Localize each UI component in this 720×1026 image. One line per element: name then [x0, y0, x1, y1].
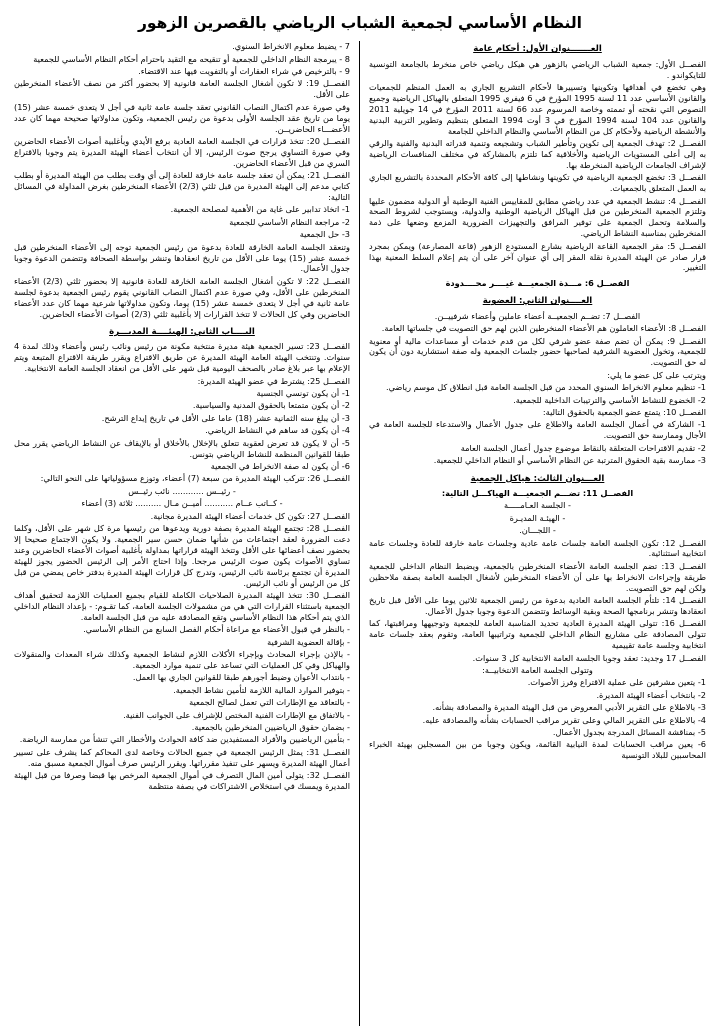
role-line: - رئيــس ............ نائب رئيــس	[128, 485, 236, 496]
list-item: 1- أن يكون تونسي الجنسية	[256, 388, 350, 399]
paragraph: الفصــل 20: تتخذ قرارات في الجلسة العامة العادية برفع الأيدي وبأغلبية أصوات الأعضاء الحاضرين وفي صورة التساوي يرجح صوت الرئيس، إلا أن انتخاب أعضاء الهيئة المديرة يتم وجوبا بالاقتراع السري من قبل الأعضاء الحاضرين.	[14, 136, 350, 168]
list-item: 9 - بالترخيص في شراء العقارات أو بالتفويت فيها عند الاقتضاء.	[138, 66, 350, 77]
list-item: 5- أن لا يكون قد تعرض لعقوبة تتعلق بالإخلال بالأخلاق أو بالإيقاف عن النشاط الرياضي يقرر محل طبقا للقوانين المنظمة للنشاط الرياضي بتونس.	[14, 437, 350, 459]
paragraph: الفصــل 5: مقر الجمعية القاعة الرياضية بشارع المستودع الزهور (قاعة المصارعة) ويمكن بمجرد قرار صادر عن الهيئة المديرة نقلة المقر إلى أي عنوان آخر على أن يتم إعلام السلط المعنية بهذا التغيير.	[369, 240, 706, 273]
list-item: 3- حل الجمعية	[299, 229, 350, 240]
paragraph: الفصــل 4: تنشط الجمعية في عدد رياضي مطابق للمقاييس الفنية الوطنية أو الدولية مضمون عليها وتلتزم الجمعية المنخرطين من قبل الهياكل الرياضية الوطنية والدولية، ويستوجب لشروط الصحة والسلامة وتحمل الجمعية على توفير المرافق والتجهيزات الضرورية المزمع وضعها على ذمة المنخرطين بمناسبة النشاط الرياضي.	[369, 195, 706, 239]
two-column-body	[12, 41, 708, 1026]
role-line: - كــاتب عــام ........... أميــن مـال .......... ثلاثة (3) أعضاء	[81, 498, 283, 509]
list-item: 3- أن يبلغ سنه الثمانية عشر (18) عاما على الأقل في تاريخ إيداع الترشح.	[101, 412, 350, 423]
paragraph: الفصــل 27: تكون كل خدمات أعضاء الهيئة المديرة مجانية.	[150, 510, 350, 521]
list-item: - الجلسة العـامـــــة	[504, 500, 571, 511]
list-item: 6- أن يكون له صفة الانخراط في الجمعية	[210, 460, 350, 471]
list-item: 7 - يضبط معلوم الانخراط السنوي.	[232, 41, 350, 52]
paragraph: الفصــل 14: تلتأم الجلسة العامة العادية بدعوة من رئيس الجمعية ثلاثين يوما على الأقل قبل تاريخ انعقادها وتنشر برنامجها الصحة وبقية الوسائط وتتضمن الدعوة وجوبا جدول الأعمال.	[369, 595, 706, 616]
list-item: - بإقالة العضوية الشرفية	[267, 636, 350, 647]
list-item: - بانتداب الأعوان وضبط أجورهم طبقا للقوانين الجاري بها العمل.	[132, 672, 350, 683]
list-item: 4- أن يكون قد ساهم في النشاط الرياضي.	[205, 425, 350, 436]
paragraph: الفصــل 23: تسير الجمعية هيئة مديرة منتخبة مكونة من رئيس ونائب رئيس وأعضاء وذلك لمدة 4 سنوات. وتنتخب الهيئة العامة الهيئة المديرة عن طريق الاقتراع ويقرر طريقة الاقتراع المتبعة ويتم الإعلام بها عبر بلاغ صادر بالصحف اليومية قبل شهر على الأقل من انعقاد الجلسة العامة الانتخابية.	[14, 341, 350, 374]
paragraph: الفصــل 8: الأعضاء العاملون هم الأعضاء المنخرطين الذين لهم حق التصويت في جلساتها العامة.	[381, 323, 706, 334]
paragraph: وهي تخضع في أهدافها وتكوينها وتسييرها لأحكام التشريع الجاري به العمل المنظم للجمعيات والقانون الأساسي عدد 11 لسنة 1995 المؤرخ في 6 فيفري 1995 المتعلق بالهياكل الرياضية وجميع النصوص التي نقحته أو تممته وخاصة المرسوم عدد 66 لسنة 2011 المؤرخ في 14 جويلية 2011 والقانون عدد 104 لسنة 1994 المؤرخ في 3 أوت 1994 المتعلق بتنظيم وتطوير التربية البدنية والأنشطة الرياضية ولأحكام كل من النظام الأساسي والنظام الداخلي للجامعة	[369, 81, 706, 136]
paragraph: الفصــل 12: تكون الجلسة العامة جلسات عامة عادية وجلسات عامة خارقة للعادة وجلسات عامة انتخابية استثنائية.	[369, 537, 706, 559]
paragraph: الفصــل 9: يمكن أن تضم صفة عضو شرفي لكل من قدم خدمات أو مساعدات مالية أو معنوية للجمعية، وتخول العضوية الشرفية لصاحبها حضور جلسات الجمعية وله صفة استشارية دون أن يكون له حق التصويت.	[369, 335, 706, 368]
paragraph: وتتولى الجلسة العامة الانتخابيــة:	[482, 665, 593, 676]
paragraph: الفصــل 7: تضــم الجمعيــة أعضاء عاملين وأعضاء شرفييــن.	[434, 310, 641, 321]
column-left	[12, 41, 360, 1026]
list-item: 2- تقديم الاقتراحات المتعلقة بالنقاط موضوع جدول أعمال الجلسة العامة	[460, 442, 706, 453]
list-item: 1- تنظيم معلوم الانخراط السنوي المحدد من قبل الجلسة العامة قبل انطلاق كل موسم رياضي.	[386, 382, 706, 393]
list-item: 5- بمناقشة المسائل المدرجة بجدول الأعمال.	[552, 727, 706, 738]
paragraph: الفصــل 22: لا تكون أشغال الجلسة العامة الخارقة للعادة قانونية إلا بحضور ثلثي (2/3) الأعضاء المنخرطين على الأقل، وفي صورة عدم اكتمال النصاب القانوني يقوم رئيس الجمعية بدعوة لجلسة عامة ثانية في أجل لا يتعدى خمسة عشر (15) يوما، وتكون مداولاتها شرعية مهما كان عدد الأعضاء الحاضرين وفي كل الحالات لا تتخذ القرارات إلا بأغلبية ثلثي (2/3) أصوات الأعضاء الحاضرين.	[14, 275, 350, 319]
paragraph: وفي صورة عدم اكتمال النصاب القانوني تعقد جلسة عامة ثانية في أجل لا يتعدى خمسة عشر (15) يوما من تاريخ عقد الجلسة الأولى بدعوة من رئيس الجمعية، وتكون مداولاتها صحيحة مهما كان عدد الأعضـــاء الحاضريــن.	[14, 101, 350, 134]
paragraph: الفصــل 28: تجتمع الهيئة المديرة بصفة دورية ويدعوها من رئيسها مرة كل شهر على الأقل، وكلما دعت الضرورة لعقد اجتماعات من شأنها ضمان حسن سير الجمعية. ولا يكون الاجتماع صحيحا إلا بحضور نصف أعضائها على الأقل وتتخذ الهيئة قراراتها بمداولة بأغلبية أصوات الأعضاء الحاضرين وعند تساوي الأصوات يكون صوت الرئيس مرجحا. وإذا احتاج الأمر إلى الرئيس الحضور يجوز للهيئة المديرة أن تجتمع برئاسة نائب الرئيس، وتدرج كل قرارات الهيئة المديرة بدفتر خاص يمضي من قبل كل من الرئيس أو نائب الرئيس.	[14, 523, 350, 588]
list-item: 1- الشاركة في أعمال الجلسة العامة والاطلاع على جدول الأعمال والاستدعاء للجلسة العامة في الأجال وممارسة حق التصويت.	[369, 419, 706, 441]
paragraph: الفصــل 10: يتمتع عضو الجمعية بالحقوق التالية:	[542, 406, 706, 417]
list-item: 8 - يبرمجة النظام الداخلي للجمعية أو تنقيحه مع التقيد باحترام أحكام النظام الأساسي للجمعية	[33, 53, 350, 64]
paragraph: الفصــل 16: تتولى الهيئة المديرة العادية تحديد المناسبة العامة للجمعية وتوجيهها ومراقبتها، كما تتولى المصادقة على مشاريع النظام الداخلي للجمعية وتراتيبها العامة، وتقوم بعقد جلسات عامة انتخابية وجلسة عامة تقييمية	[369, 618, 706, 651]
list-item: - بضمان حقوق الرياضيين المنخرطين بالجمعية.	[191, 721, 350, 732]
list-item: - بالتعاقد مع الإطارات التي تعمل لصالح الجمعية	[189, 697, 350, 708]
paragraph: الفصــل 26: تتركب الهيئة المديرة من سبعة (7) أعضاء، وتوزع مسؤولياتها على النحو التالي:	[40, 473, 350, 484]
page-title: النظام الأساسي لجمعية الشباب الرياضي بالقصرين الزهور	[138, 14, 582, 32]
list-item: 6- يعين مراقب الحسابات لمدة النيابية القائمة، ويكون وجوبا من بين المسجلين بهيئة الخبراء المحاسبين للبلاد التونسية	[369, 739, 706, 761]
list-item: 2- الخضوع للنشاط الأساسي والترتيبات الداخلية للجمعية.	[513, 394, 706, 405]
list-item: 4- بالاطلاع على التقرير المالي وعلى تقرير مراقب الحسابات بشأنه والمصادقة عليه.	[422, 714, 706, 725]
list-item: - بتوفير الموارد المالية اللازمة لتأمين نشاط الجمعية.	[173, 684, 350, 695]
list-item: 2- مراجعة النظام الأساسي للجمعية	[229, 216, 350, 227]
paragraph: الفصــل 3: تخضع الجمعية الرياضية في تكوينها ونشاطها إلى كافة الأحكام المحددة بالتشريع الجاري به العمل المتعلق بالجمعيات.	[369, 172, 706, 194]
paragraph: الفصــل 11: تضـــم الجمعيـــة الهياكـــل التالية:	[441, 487, 634, 498]
paragraph: الفصــل الأول: جمعية الشباب الرياضي بالزهور هي هيكل رياضي خاص منخرط بالجامعة التونسية للتايكواندو .	[369, 58, 706, 80]
list-item: - بالنظر في قبول الأعضاء مع مراعاة أحكام الفصل السابع من النظام الأساسي.	[83, 624, 350, 635]
section-heading-4: البــــاب الثاني: الهيئــــة المديـــرة	[109, 327, 255, 337]
paragraph: الفصــل 25: يشترط في عضو الهيئة المديرة:	[197, 375, 350, 386]
list-item: 1- يتعين مشرفين على عملية الاقتراع وفرز الأصوات.	[527, 677, 706, 688]
paragraph: الفصــل 19: لا تكون أشغال الجلسة العامة قانونية إلا بحضور أكثر من نصف الأعضاء المنخرطين على الأقل.	[14, 78, 350, 100]
list-item: - اللجـــان.	[519, 525, 556, 536]
paragraph: الفصــل 30: تتخذ الهيئة المديرة الصلاحيات الكاملة للقيام بجميع العمليات اللازمة لتحقيق أهداف الجمعية باستثناء القرارات التي هي من مشمولات الجلسة العامة، كما تقـوم: - بإعداد النظام الداخلي الذي يتم أحكام هذا النظام الأساسي وتقع المصادقة عليه من قبل الجلسة العامة.	[14, 589, 350, 622]
paragraph: وتنعقد الجلسة العامة الخارقة للعادة بدعوة من رئيس الجمعية توجه إلى الأعضاء المنخرطين قبل خمسة عشر (15) يوما على الأقل من تاريخ انعقادها وتنشر بواسطة الصحافة وتتضمن الدعوة وجوبا جدول الأعمال.	[14, 241, 350, 274]
column-right	[360, 41, 708, 1026]
list-item: - بالاتفاق مع الإطارات الفنية المختص للإشراف على الجوانب الفنية.	[123, 709, 350, 720]
paragraph: الفصــل 21: يمكن أن تعقد جلسة عامة خارقة للعادة إلى أي وقت بطلب من الهيئة المديرة أو بطلب كتابي مدعم إلى الهيئة المديرة من قبل ثلثي (2/3) الأعضاء المنخرطين بغرض المداولة في المسائل التالية:	[14, 170, 351, 203]
paragraph: الفصــل 32: يتولى أمين المال التصرف في أموال الجمعية المرخص بها قبضا وصرفا من قبل الهيئة المديرة ويمسك في استخلاص الاشتراكات في بصفة منتظمة	[14, 770, 350, 791]
paragraph: الفصــل 6: مـــدة الجمعيـــة غيــــر محــــدودة	[445, 277, 630, 288]
paragraph: الفصــل 17 وجديد: تعقد وجوبا الجلسة العامة الانتخابية كل 3 سنوات.	[472, 652, 706, 663]
list-item: 2- أن يكون متمتعا بالحقوق المدنية والسياسية.	[192, 400, 350, 411]
section-heading-3: العـــنوان الثالث: هياكل الجمعية	[470, 473, 605, 484]
list-item: - بتأمين الرياضيين والأفراد المستفيدين ضد كافة الحوادث والأخطار التي تنشأ من ممارسة الرياضة.	[19, 734, 350, 745]
paragraph: الفصــل 31: يمثل الرئيس الجمعية في جميع الحالات وخاصة لدى المحاكم كما يشرف على تسيير أعمال الهيئة المديرة ويسهر على تنفيذ مقرراتها. ويقرر الرئيس صرف أموال الجمعية مسبق منه.	[14, 746, 350, 768]
section-heading-2: العــــنوان الثاني: العضوية	[482, 296, 593, 307]
list-item: - الهيئـة المديـرة	[509, 512, 566, 523]
list-item: 3- ممارسة بقية الحقوق المترتبة عن النظام الأساسي أو النظام الداخلي للجمعية.	[433, 455, 706, 466]
paragraph: الفصــل 13: تضم الجلسة العامة الأعضاء المنخرطين بالجمعية، ويضبط النظام الداخلي للجمعية طريقة وإجراءات الانخراط بها على أن الأعضاء المنخرطين لأشغال الجلسة العامة بصفة ملاحظين ولكن لهم حق التصويت.	[369, 560, 706, 593]
list-item: 3- بالاطلاع على التقرير الأدبي المعروض من قبل الهيئة المديرة والمصادقة بشأنه.	[432, 702, 706, 713]
paragraph: ويترتب على كل عضو ما يلي:	[607, 369, 706, 380]
paragraph: الفصــل 2: تهدف الجمعية إلى تكوين وتأطير الشباب وتشجيعه وتنمية قدراته البدنية والفنية والرقي به إلى أعلى المستويات الرياضية والأخلاقية كما تلتزم بالمشاركة في مختلف المنافسات الرياضية لإشراف الجامعات الرياضية المنخرطة بها.	[369, 138, 706, 170]
list-item: 2- بانتخاب أعضاء الهيئة المديرة.	[596, 689, 706, 700]
section-heading-1: العـــــــنوان الأول: أحكام عامة	[473, 44, 602, 55]
list-item: 1- اتخاذ تدابير على غاية من الأهمية لمصلحة الجمعية.	[170, 204, 350, 215]
list-item: - بالإذن بإجراء المحادث وبإجراء الأكلات اللازم لنشاط الجمعية وكذلك شراء المعدات والمنقولات والهياكل وفي كل العمليات التي تساعد على تنمية موارد الجمعية.	[14, 648, 350, 670]
